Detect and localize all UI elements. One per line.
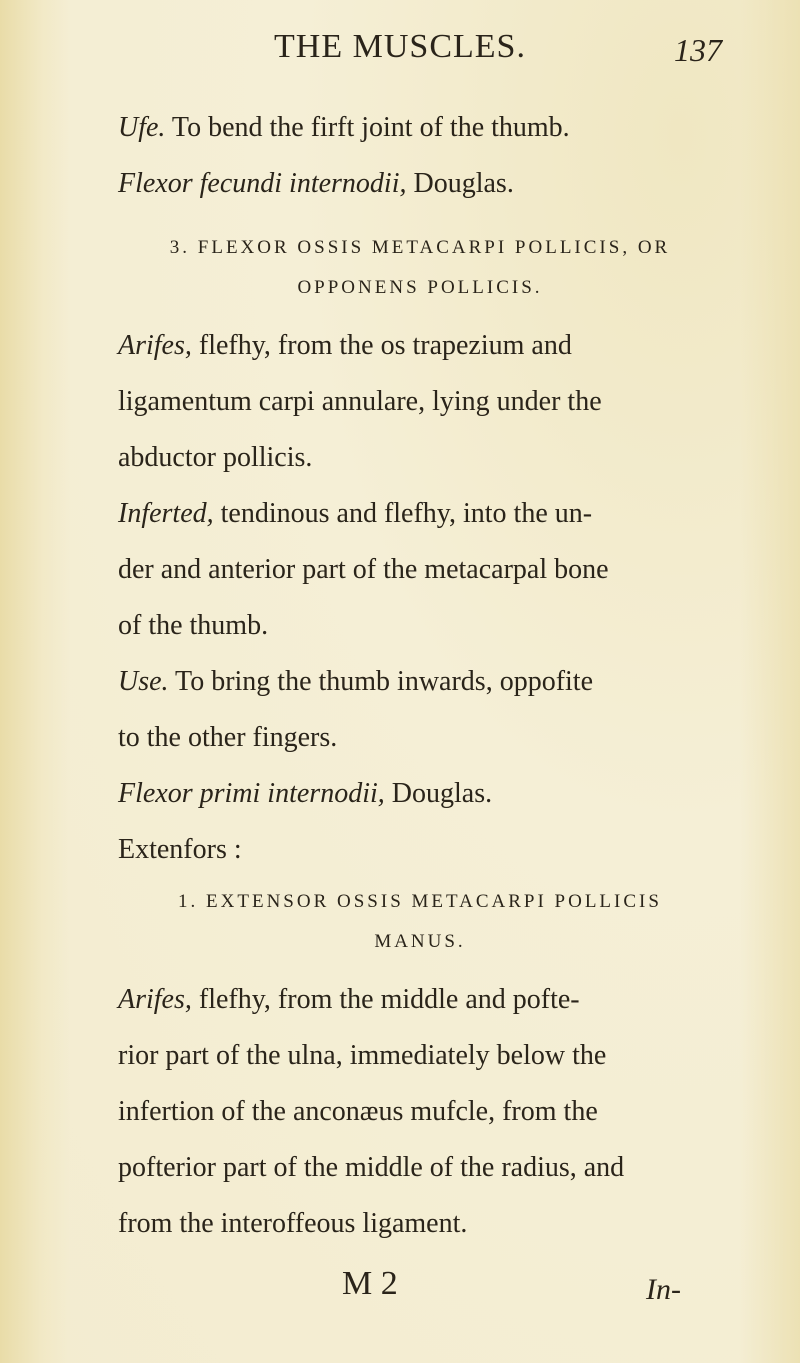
signature-mark: M 2 — [342, 1265, 398, 1302]
paragraph-text: flefhy, from the os trapezium and — [191, 330, 572, 361]
heading-line: MANUS. — [374, 931, 466, 952]
use-text: To bend the firft joint of the thumb. — [165, 112, 570, 143]
paragraph-text: rior part of the ulna, immediately below the — [118, 1040, 607, 1071]
use-paragraph — [118, 654, 718, 766]
use-line — [118, 100, 718, 156]
heading-line: OPPONENS POLLICIS. — [297, 277, 543, 298]
paragraph-text: infertion of the anconæus mufcle, from the — [118, 1096, 598, 1127]
arises-paragraph — [118, 972, 718, 1252]
page-body — [118, 100, 718, 1252]
page-footer — [0, 1265, 800, 1325]
page-edge-stain-right — [740, 0, 800, 1363]
paragraph-text: pofterior part of the middle of the radius, and — [118, 1152, 625, 1183]
section-heading-opponens — [90, 228, 750, 308]
paragraph-text: of the thumb. — [118, 610, 269, 641]
catchword: In- — [646, 1273, 681, 1306]
heading-line: 1. EXTENSOR OSSIS METACARPI POLLICIS — [178, 891, 662, 912]
use-label: Use. — [118, 666, 169, 697]
paragraph-text: ligamentum carpi annulare, lying under the — [118, 386, 602, 417]
synonym-label: Flexor fecundi internodii, — [118, 168, 407, 199]
running-head: THE MUSCLES. — [274, 28, 526, 65]
arises-paragraph — [118, 318, 718, 486]
inserted-paragraph — [118, 486, 718, 654]
heading-line: 3. FLEXOR OSSIS METACARPI POLLICIS, OR — [169, 237, 671, 258]
synonym-author: Douglas. — [406, 168, 514, 199]
paragraph-text: to the other fingers. — [118, 722, 338, 753]
extensors-heading: Extenfors : — [118, 834, 242, 865]
page-header — [0, 28, 800, 88]
paragraph-text: abductor pollicis. — [118, 442, 313, 473]
paragraph-text: flefhy, from the middle and pofte- — [191, 984, 580, 1015]
synonym-author: Douglas. — [384, 778, 493, 809]
arises-label: Arifes, — [118, 330, 192, 361]
synonym-line — [118, 156, 718, 212]
section-heading-extensor — [90, 882, 750, 962]
inserted-label: Inferted, — [118, 498, 214, 529]
paragraph-text: tendinous and flefhy, into the un- — [213, 498, 593, 529]
paragraph-text: To bring the thumb inwards, oppofite — [168, 666, 594, 697]
use-label: Ufe. — [118, 112, 166, 143]
page-edge-stain-left — [0, 0, 70, 1363]
synonym-line — [118, 766, 718, 822]
paragraph-text: from the interoffeous ligament. — [118, 1208, 468, 1239]
synonym-label: Flexor primi internodii, — [118, 778, 385, 809]
paragraph-text: der and anterior part of the metacarpal bone — [118, 554, 609, 585]
page-number: 137 — [674, 32, 722, 68]
arises-label: Arifes, — [118, 984, 192, 1015]
